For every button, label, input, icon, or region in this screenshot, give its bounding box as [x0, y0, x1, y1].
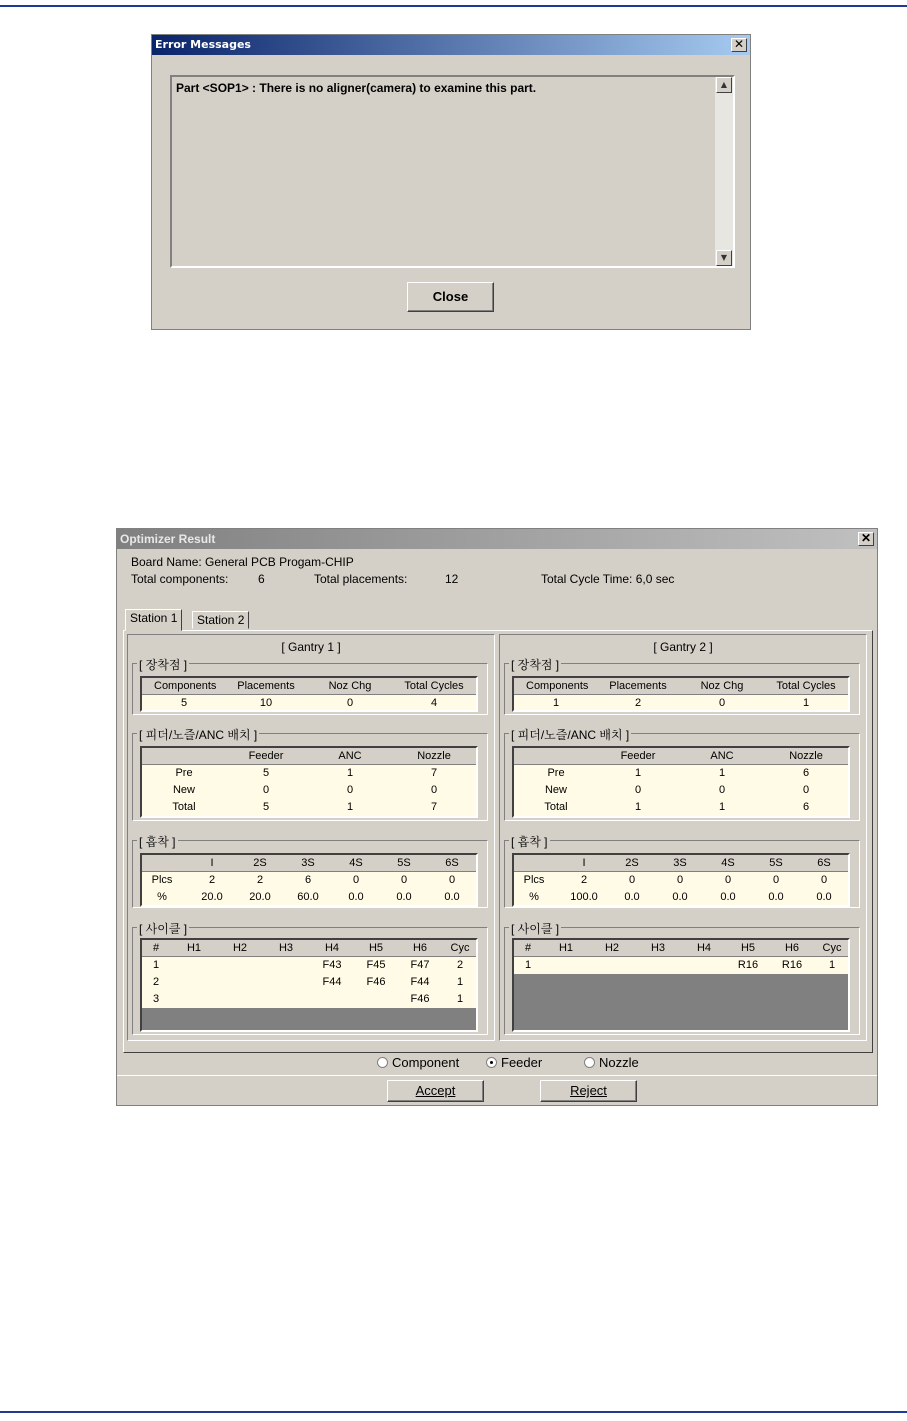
table-row	[142, 695, 476, 712]
table-cell: 1	[456, 976, 464, 988]
placement-points-table	[512, 676, 850, 712]
column-header: Cyc	[450, 942, 470, 954]
pickup-group	[504, 835, 860, 908]
table-cell: 0	[772, 874, 780, 886]
column-header: H3	[650, 942, 666, 954]
table-cell: F44	[322, 976, 342, 988]
table-header	[514, 678, 848, 695]
table-header	[142, 678, 476, 695]
table-cell: 6	[802, 767, 810, 779]
accept-button[interactable]	[387, 1080, 484, 1102]
table-cell: 0	[346, 784, 354, 796]
column-header: H1	[186, 942, 202, 954]
table-cell: Pre	[547, 767, 565, 779]
close-icon[interactable]: ✕	[858, 532, 874, 546]
optimizer-result-dialog	[116, 528, 878, 1106]
table-cell: 0.0	[672, 891, 688, 903]
column-header: H6	[784, 942, 800, 954]
table-cell: F43	[322, 959, 342, 971]
column-header: H4	[696, 942, 712, 954]
table-cell: F46	[366, 976, 386, 988]
column-header: 4S	[349, 857, 363, 869]
optimizer-titlebar	[117, 529, 877, 549]
table-cell: 2	[208, 874, 216, 886]
column-header: Total Cycles	[776, 680, 836, 692]
table-row	[142, 782, 476, 799]
table-cell: 60.0	[297, 891, 319, 903]
feeder-nozzle-anc-table	[140, 746, 478, 818]
table-header	[514, 748, 848, 765]
pickup-table	[512, 853, 850, 907]
table-cell: Plcs	[151, 874, 173, 886]
table-cell: 0	[262, 784, 270, 796]
table-header	[142, 855, 476, 872]
pickup-caption: [ 흡착 ]	[139, 835, 176, 849]
table-cell: 1	[346, 801, 354, 813]
table-cell: 4	[430, 697, 438, 709]
table-header	[142, 940, 476, 957]
table-cell: 0.0	[348, 891, 364, 903]
column-header: Components	[526, 680, 589, 692]
table-cell: F47	[410, 959, 430, 971]
column-header: I	[210, 857, 214, 869]
column-header: 2S	[253, 857, 267, 869]
table-cell: 0	[820, 874, 828, 886]
column-header: Feeder	[620, 750, 656, 762]
table-cell: 0.0	[816, 891, 832, 903]
error-dialog-titlebar	[152, 35, 750, 55]
table-cell: 0	[718, 697, 726, 709]
feeder-nozzle-anc-caption: [ 피더/노즐/ANC 배치 ]	[139, 728, 258, 742]
table-cell: 0.0	[396, 891, 412, 903]
column-header: Noz Chg	[700, 680, 744, 692]
table-cell: 1	[552, 697, 560, 709]
total-cycle-time: Total Cycle Time: 6,0 sec	[541, 572, 675, 586]
table-cell: 2	[256, 874, 264, 886]
table-header	[514, 940, 848, 957]
column-header: H5	[740, 942, 756, 954]
radio-feeder-label: Feeder	[501, 1055, 543, 1070]
scroll-up-icon[interactable]: ▲	[716, 77, 732, 93]
table-cell: New	[544, 784, 567, 796]
top-rule	[0, 5, 907, 7]
column-header: Nozzle	[417, 750, 451, 762]
table-cell: 0	[448, 874, 456, 886]
gantry-1-panel	[127, 634, 495, 1041]
table-cell: 0	[718, 784, 726, 796]
radio-feeder-icon[interactable]	[486, 1057, 497, 1068]
table-cell: 0	[676, 874, 684, 886]
column-header: Total Cycles	[404, 680, 464, 692]
radio-feeder[interactable]	[486, 1055, 542, 1070]
error-dialog-title: Error Messages	[155, 38, 251, 51]
total-placements-value: 12	[445, 572, 459, 586]
table-cell: 5	[262, 767, 270, 779]
table-cell: 0	[352, 874, 360, 886]
cycle-table[interactable]	[512, 938, 850, 1032]
placement-points-group	[504, 658, 860, 715]
table-cell: 0	[346, 697, 354, 709]
table-cell: %	[529, 891, 539, 903]
table-cell: 5	[180, 697, 188, 709]
placement-points-group	[132, 658, 488, 715]
table-cell: 0	[628, 874, 636, 886]
radio-nozzle[interactable]	[584, 1055, 639, 1070]
column-header: Placements	[609, 680, 667, 692]
table-row	[514, 872, 848, 889]
table-cell: 0	[802, 784, 810, 796]
placement-points-caption: [ 장착점 ]	[511, 658, 560, 672]
feeder-nozzle-anc-group	[132, 728, 488, 821]
table-row	[514, 799, 848, 816]
table-cell: Total	[544, 801, 568, 813]
column-header: 6S	[445, 857, 459, 869]
table-cell: 7	[430, 801, 438, 813]
gantry-title: [ Gantry 2 ]	[653, 640, 713, 654]
column-header: Placements	[237, 680, 295, 692]
table-cell: R16	[781, 959, 803, 971]
pickup-table	[140, 853, 478, 907]
column-header: #	[152, 942, 160, 954]
cycle-table[interactable]	[140, 938, 478, 1032]
table-row[interactable]	[142, 957, 476, 974]
table-cell: 1	[152, 959, 160, 971]
table-cell: 2	[580, 874, 588, 886]
error-message-box	[170, 75, 735, 268]
cycle-group	[132, 922, 488, 1035]
gantry-title: [ Gantry 1 ]	[281, 640, 341, 654]
column-header: H2	[232, 942, 248, 954]
table-cell: 1	[456, 993, 464, 1005]
bottom-rule	[0, 1411, 907, 1413]
gantry-2-panel	[499, 634, 867, 1041]
table-cell: 0.0	[444, 891, 460, 903]
reject-button[interactable]	[540, 1080, 637, 1102]
table-cell: 20.0	[201, 891, 223, 903]
error-message-scrollbar[interactable]	[715, 77, 733, 266]
table-cell: 7	[430, 767, 438, 779]
column-header: 3S	[673, 857, 687, 869]
total-components-value: 6	[258, 572, 265, 586]
placement-points-table	[140, 676, 478, 712]
radio-nozzle-icon[interactable]	[584, 1057, 595, 1068]
feeder-nozzle-anc-caption: [ 피더/노즐/ANC 배치 ]	[511, 728, 630, 742]
empty-area	[142, 1008, 476, 1030]
table-row	[514, 765, 848, 782]
column-header: 5S	[397, 857, 411, 869]
scroll-down-icon[interactable]: ▼	[716, 250, 732, 266]
radio-component-label: Component	[392, 1055, 460, 1070]
table-cell: 0.0	[768, 891, 784, 903]
table-cell: 1	[718, 801, 726, 813]
table-row	[514, 782, 848, 799]
pickup-group	[132, 835, 488, 908]
table-cell: 0	[430, 784, 438, 796]
table-cell: 0	[634, 784, 642, 796]
table-row	[142, 889, 476, 906]
cycle-caption: [ 사이클 ]	[139, 922, 188, 936]
reject-label: Reject	[570, 1083, 607, 1098]
error-message-text: Part <SOP1> : There is no aligner(camera) to examine this part.	[176, 81, 537, 95]
column-header: Nozzle	[789, 750, 823, 762]
table-cell: 6	[304, 874, 312, 886]
column-header: 3S	[301, 857, 315, 869]
radio-nozzle-label: Nozzle	[599, 1055, 639, 1070]
column-header: H2	[604, 942, 620, 954]
table-row[interactable]	[514, 957, 848, 974]
station-panel	[123, 630, 873, 1053]
table-row[interactable]	[142, 991, 476, 1008]
table-cell: 6	[802, 801, 810, 813]
table-cell: R16	[737, 959, 759, 971]
total-components-label: Total components:	[131, 572, 229, 586]
table-cell: Pre	[175, 767, 193, 779]
feeder-nozzle-anc-group	[504, 728, 860, 821]
total-placements-label: Total placements:	[314, 572, 408, 586]
optimizer-title: Optimizer Result	[120, 532, 216, 546]
table-cell: 0	[724, 874, 732, 886]
table-cell: 5	[262, 801, 270, 813]
cycle-caption: [ 사이클 ]	[511, 922, 560, 936]
error-messages-dialog	[151, 34, 751, 330]
table-cell: 1	[718, 767, 726, 779]
table-cell: 0.0	[624, 891, 640, 903]
table-cell: 1	[828, 959, 836, 971]
table-cell: 2	[152, 976, 160, 988]
table-cell: 20.0	[249, 891, 271, 903]
table-header	[142, 748, 476, 765]
column-header: H1	[558, 942, 574, 954]
radio-component[interactable]	[377, 1055, 459, 1070]
accept-label: Accept	[415, 1083, 456, 1098]
table-row	[514, 889, 848, 906]
table-cell: F46	[410, 993, 430, 1005]
column-header: Noz Chg	[328, 680, 372, 692]
column-header: ANC	[338, 750, 362, 762]
table-cell: 1	[524, 959, 532, 971]
table-row	[514, 695, 848, 712]
table-cell: F45	[366, 959, 386, 971]
column-header: ANC	[710, 750, 734, 762]
column-header: #	[524, 942, 532, 954]
close-icon[interactable]: ✕	[731, 38, 747, 52]
placement-points-caption: [ 장착점 ]	[139, 658, 188, 672]
table-cell: Total	[172, 801, 196, 813]
column-header: H4	[324, 942, 340, 954]
empty-area	[514, 974, 848, 1030]
column-header: I	[582, 857, 586, 869]
feeder-nozzle-anc-table	[512, 746, 850, 818]
column-header: 5S	[769, 857, 783, 869]
column-header: Feeder	[248, 750, 284, 762]
table-row	[142, 799, 476, 816]
table-cell: 1	[346, 767, 354, 779]
board-name: Board Name: General PCB Progam-CHIP	[131, 555, 354, 569]
table-cell: F44	[410, 976, 430, 988]
table-cell: 1	[802, 697, 810, 709]
table-cell: 3	[152, 993, 160, 1005]
table-cell: %	[157, 891, 167, 903]
column-header: 6S	[817, 857, 831, 869]
table-cell: 0	[400, 874, 408, 886]
column-header: H5	[368, 942, 384, 954]
table-cell: 100.0	[570, 891, 598, 903]
table-cell: 2	[634, 697, 642, 709]
tab-station-2[interactable]: Station 2	[192, 611, 249, 629]
table-cell: Plcs	[523, 874, 545, 886]
column-header: H3	[278, 942, 294, 954]
close-button[interactable]: Close	[407, 282, 494, 312]
table-cell: 1	[634, 767, 642, 779]
radio-component-icon[interactable]	[377, 1057, 388, 1068]
table-header	[514, 855, 848, 872]
button-bar	[117, 1075, 877, 1105]
column-header: 4S	[721, 857, 735, 869]
cycle-group	[504, 922, 860, 1035]
table-cell: 0.0	[720, 891, 736, 903]
table-cell: 10	[259, 697, 273, 709]
column-header: H6	[412, 942, 428, 954]
table-cell: 1	[634, 801, 642, 813]
column-header: Components	[154, 680, 217, 692]
pickup-caption: [ 흡착 ]	[511, 835, 548, 849]
tab-station-1[interactable]: Station 1	[125, 609, 182, 631]
table-cell: New	[172, 784, 195, 796]
column-header: Cyc	[822, 942, 842, 954]
column-header: 2S	[625, 857, 639, 869]
table-row[interactable]	[142, 974, 476, 991]
table-row	[142, 872, 476, 889]
table-cell: 2	[456, 959, 464, 971]
table-row	[142, 765, 476, 782]
